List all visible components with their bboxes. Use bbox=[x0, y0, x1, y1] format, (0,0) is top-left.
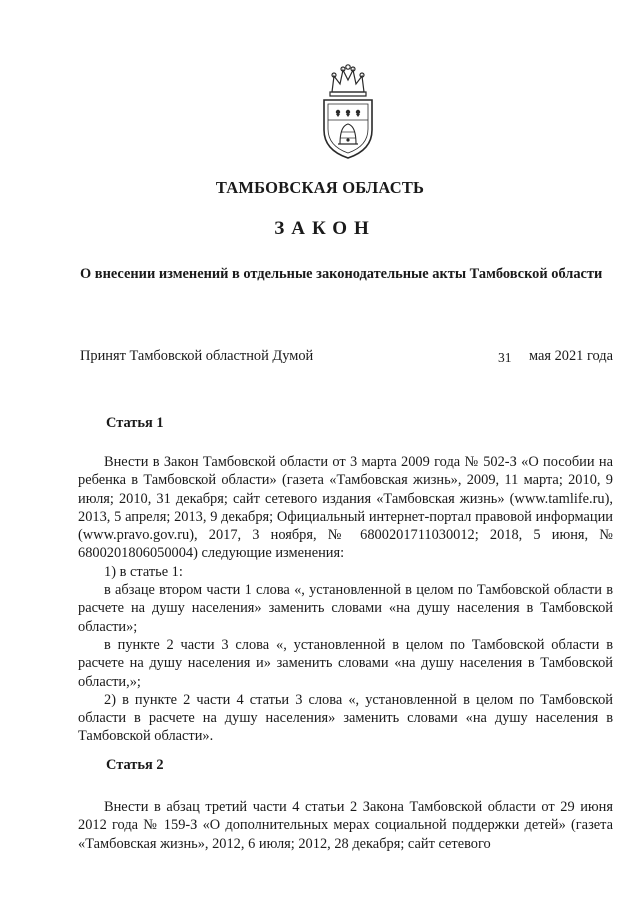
article-1-paragraph: 1) в статье 1: bbox=[104, 563, 183, 580]
adopted-by: Принят Тамбовской областной Думой bbox=[80, 348, 314, 364]
coat-of-arms-icon bbox=[312, 62, 384, 162]
document-type: ЗАКОН bbox=[274, 218, 376, 239]
adoption-month-year: мая 2021 года bbox=[528, 348, 613, 364]
article-2-title: Статья 2 bbox=[106, 757, 164, 773]
article-1-title: Статья 1 bbox=[106, 415, 164, 431]
region-title: ТАМБОВСКАЯ ОБЛАСТЬ bbox=[215, 178, 425, 197]
article-1-paragraph: в абзаце втором части 1 слова «, установленной в целом по Тамбовской области в расчете на душу населения» заменить словами «на душу населения в Тамбовской области»; bbox=[78, 582, 613, 635]
article-2-body bbox=[78, 798, 613, 853]
article-1-body bbox=[78, 453, 613, 746]
article-2-paragraph: Внести в абзац третий части 4 статьи 2 Закона Тамбовской области от 29 июня 2012 года № 159-З «О дополнительных мерах социальной поддержки детей» (газета «Тамбовская жизнь», 2012, 6 июля; 2012, 28 декабря; сайт сетевого bbox=[78, 799, 613, 852]
article-1-paragraph: 2) в пункте 2 части 4 статьи 3 слова «, установленной в целом по Тамбовской области в расчете на душу населения» заменить словами «на душу населения в Тамбовской области». bbox=[78, 691, 613, 745]
law-subject: О внесении изменений в отдельные законодательные акты Тамбовской области bbox=[80, 266, 603, 282]
article-1-paragraph: в пункте 2 части 3 слова «, установленной в целом по Тамбовской области в расчете на душу населения и» заменить словами «на душу населения в Тамбовской области,»; bbox=[78, 636, 613, 690]
article-1-paragraph: Внести в Закон Тамбовской области от 3 марта 2009 года № 502-З «О пособии на ребенка в Тамбовской области» (газета «Тамбовская жизнь», 2009, 11 марта; 2010, 9 июля; 2010, 31 декабря; сайт сетевого издания «Тамбовская жизнь» (www.tamlife.ru), 2013, 5 апреля; 2013, 9 декабря; Официальный интернет-портал правовой информации (www.pravo.gov.ru), 2017, 3 ноября, № 6800201711030012; 2018, 5 июня, № 6800201806050004) следующие изменения: bbox=[78, 454, 613, 562]
adoption-day: 31 bbox=[498, 350, 512, 365]
